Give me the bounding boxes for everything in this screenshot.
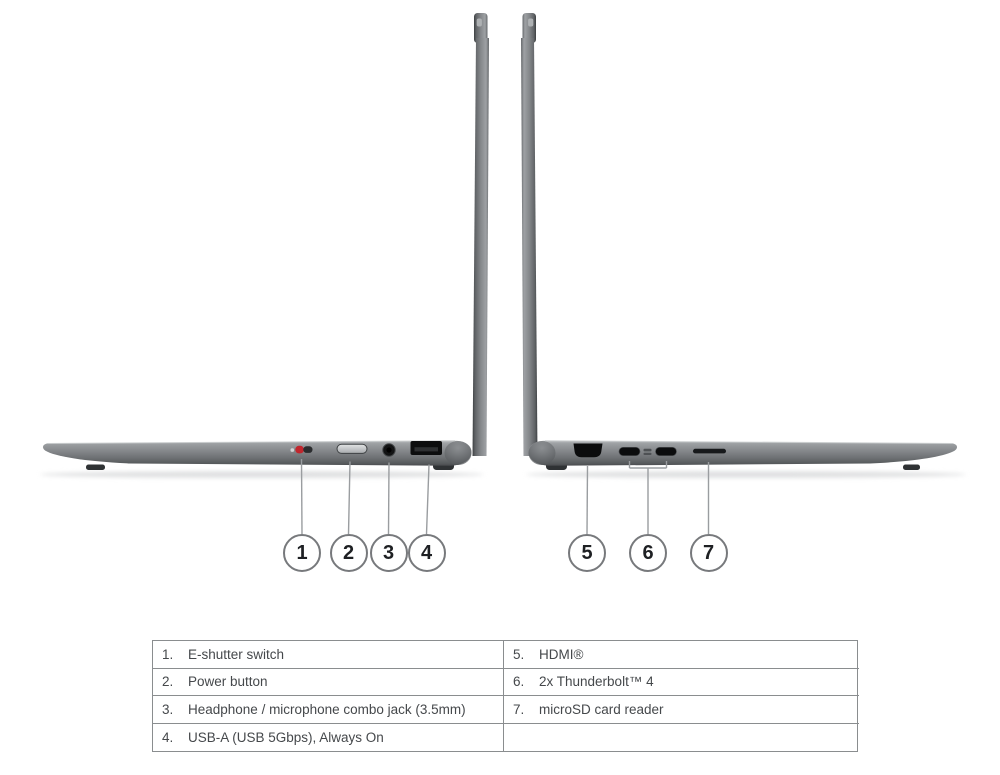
right-laptop-shadow bbox=[526, 471, 966, 478]
left-laptop-hinge bbox=[445, 441, 472, 465]
legend-label: USB-A (USB 5Gbps), Always On bbox=[188, 729, 384, 745]
callout-2-power-button: 2 bbox=[330, 534, 368, 572]
left-laptop-shadow bbox=[40, 471, 484, 478]
callout-line-1 bbox=[302, 459, 303, 534]
power-button-graphic bbox=[337, 444, 367, 453]
legend-label: HDMI® bbox=[539, 646, 584, 662]
callout-3-headphone-jack: 3 bbox=[370, 534, 408, 572]
left-laptop-base bbox=[43, 441, 472, 466]
legend-cell-6 bbox=[504, 669, 859, 697]
legend-number: 7. bbox=[513, 701, 525, 717]
hdmi-port-graphic bbox=[574, 444, 603, 458]
laptop-left-side-view bbox=[521, 13, 957, 470]
legend-cell-2 bbox=[153, 669, 504, 697]
microsd-slot-graphic bbox=[693, 449, 726, 454]
headphone-jack-graphic bbox=[383, 444, 395, 456]
legend-label: Headphone / microphone combo jack (3.5mm) bbox=[188, 701, 466, 717]
left-laptop-front-foot bbox=[86, 465, 105, 471]
legend-label: 2x Thunderbolt™ 4 bbox=[539, 674, 654, 690]
right-laptop-camera-dot-icon bbox=[528, 19, 533, 27]
legend-label: Power button bbox=[188, 674, 268, 690]
callout-1-e-shutter-switch: 1 bbox=[283, 534, 321, 572]
legend-cell-1 bbox=[153, 641, 504, 669]
callout-7-microsd: 7 bbox=[690, 534, 728, 572]
legend-cell-empty bbox=[504, 724, 859, 752]
legend-number: 4. bbox=[162, 729, 174, 745]
legend-number: 1. bbox=[162, 646, 174, 662]
legend-cell-7 bbox=[504, 696, 859, 724]
callout-6-thunderbolt: 6 bbox=[629, 534, 667, 572]
right-laptop-screen-edge bbox=[521, 38, 538, 456]
usb-a-port-graphic bbox=[411, 441, 443, 455]
port-legend-table bbox=[152, 640, 858, 752]
legend-label: microSD card reader bbox=[539, 701, 664, 717]
legend-number: 3. bbox=[162, 701, 174, 717]
legend-cell-4 bbox=[153, 724, 504, 752]
legend-label: E-shutter switch bbox=[188, 646, 285, 662]
laptop-right-side-view bbox=[43, 13, 489, 470]
right-laptop-hinge bbox=[529, 441, 556, 465]
legend-number: 5. bbox=[513, 646, 525, 662]
legend-number: 6. bbox=[513, 674, 525, 690]
left-laptop-camera-dot-icon bbox=[477, 19, 482, 27]
legend-cell-5 bbox=[504, 641, 859, 669]
callout-4-usb-a: 4 bbox=[408, 534, 446, 572]
left-laptop-screen-edge bbox=[473, 38, 490, 456]
callout-line-5 bbox=[587, 466, 588, 534]
callout-line-3 bbox=[389, 463, 390, 535]
callout-5-hdmi: 5 bbox=[568, 534, 606, 572]
right-laptop-front-foot bbox=[903, 465, 920, 471]
legend-number: 2. bbox=[162, 674, 174, 690]
callout-lines bbox=[302, 459, 709, 534]
legend-cell-3 bbox=[153, 696, 504, 724]
